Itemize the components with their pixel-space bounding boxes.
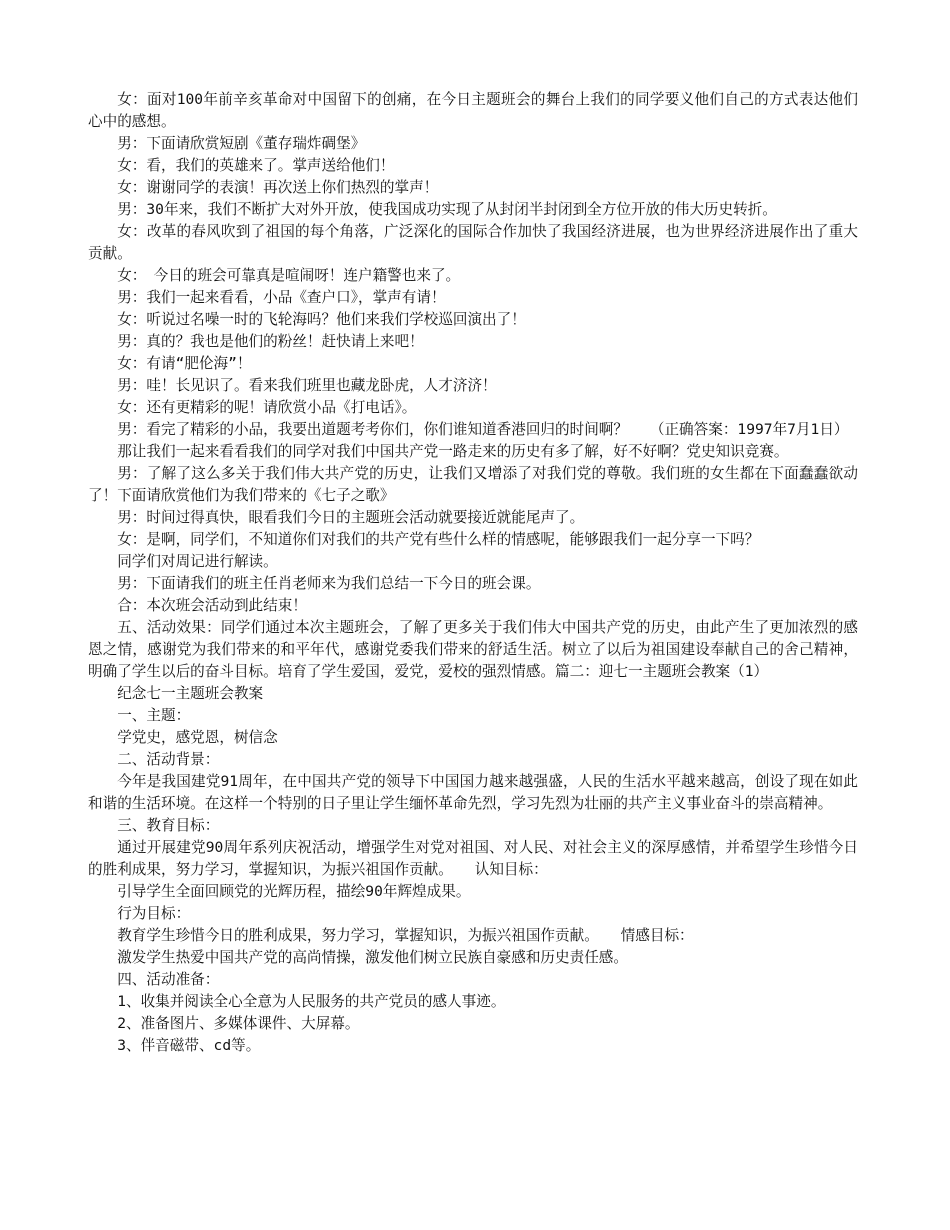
paragraph: 男：哇！长见识了。看来我们班里也藏龙卧虎，人才济济！ — [117, 377, 497, 394]
paragraph: 女：谢谢同学的表演！再次送上你们热烈的掌声！ — [117, 179, 439, 196]
paragraph: 男：时间过得真快，眼看我们今日的主题班会活动就要接近就能尾声了。 — [117, 509, 585, 526]
paragraph: 教育学生珍惜今日的胜利成果，努力学习，掌握知识，为振兴祖国作贡献。 情感目标： — [117, 927, 694, 944]
section-heading: 三、教育目标： — [117, 817, 220, 834]
section-title: 纪念七一主题班会教案 — [117, 685, 264, 702]
paragraph: 激发学生热爱中国共产党的高尚情操，激发他们树立民族自豪感和历史责任感。 — [117, 949, 628, 966]
paragraph: 合：本次班会活动到此结束！ — [117, 597, 307, 614]
list-item: 3、伴音磁带、cd等。 — [117, 1037, 261, 1054]
paragraph: 通过开展建党90周年系列庆祝活动，增强学生对党对祖国、对人民、对社会主义的深厚感情，并希望学生珍惜今日的胜利成果，努力学习，掌握知识，为振兴祖国作贡献。 认知目标： — [88, 839, 858, 878]
paragraph: 女：是啊，同学们，不知道你们对我们的共产党有些什么样的情感呢，能够跟我们一起分享一下吗？ — [117, 531, 760, 548]
paragraph: 男：看完了精彩的小品，我要出道题考考你们，你们谁知道香港回归的时间啊？ （正确答案：1997年7月1日） — [117, 421, 849, 438]
paragraph: 女： 今日的班会可靠真是喧闹呀！连户籍警也来了。 — [117, 267, 461, 284]
section-heading: 二、活动背景： — [117, 751, 220, 768]
paragraph: 女：改革的春风吹到了祖国的每个角落，广泛深化的国际合作加快了我国经济进展，也为世界经济进展作出了重大贡献。 — [88, 223, 858, 262]
paragraph: 男：下面请欣赏短剧《董存瑞炸碉堡》 — [117, 135, 366, 152]
paragraph: 男：我们一起来看看，小品《查户口》，掌声有请！ — [117, 289, 446, 306]
paragraph: 那让我们一起来看看我们的同学对我们中国共产党一路走来的历史有多了解，好不好啊？党史知识竞赛。 — [117, 443, 789, 460]
section-heading: 一、主题： — [117, 707, 191, 724]
paragraph: 五、活动效果：同学们通过本次主题班会，了解了更多关于我们伟大中国共产党的历史，由此产生了更加浓烈的感恩之情，感谢党为我们带来的和平年代，感谢党委我们带来的舒适生活。树立了以后为祖国建设奉献自己的舍己精神，明确了学生以后的奋斗目标。培育了学生爱国，爱党，爱校的强烈情感。篇二：迎七一主题班会教案（1） — [88, 619, 858, 680]
paragraph: 男：30年来，我们不断扩大对外开放，使我国成功实现了从封闭半封闭到全方位开放的伟大历史转折。 — [117, 201, 777, 218]
paragraph: 学党史，感党恩，树信念 — [117, 729, 278, 746]
paragraph: 男：真的？我也是他们的粉丝！赶快请上来吧！ — [117, 333, 424, 350]
paragraph: 女：面对100年前辛亥革命对中国留下的创痛，在今日主题班会的舞台上我们的同学要义他们自己的方式表达他们心中的感想。 — [88, 91, 858, 130]
paragraph: 女：看，我们的英雄来了。掌声送给他们！ — [117, 157, 395, 174]
paragraph: 同学们对周记进行解读。 — [117, 553, 278, 570]
paragraph: 引导学生全面回顾党的光辉历程，描绘90年辉煌成果。 — [117, 883, 471, 900]
section-heading: 四、活动准备： — [117, 971, 220, 988]
paragraph: 男：了解了这么多关于我们伟大共产党的历史，让我们又增添了对我们党的尊敬。我们班的女生都在下面蠢蠢欲动了！下面请欣赏他们为我们带来的《七子之歌》 — [88, 465, 858, 504]
paragraph: 女：还有更精彩的呢！请欣赏小品《打电话》。 — [117, 399, 417, 416]
paragraph: 女：有请“肥伦海”！ — [117, 355, 252, 372]
paragraph: 男：下面请我们的班主任肖老师来为我们总结一下今日的班会课。 — [117, 575, 541, 592]
paragraph: 行为目标： — [117, 905, 191, 922]
list-item: 2、准备图片、多媒体课件、大屏幕。 — [117, 1015, 360, 1032]
document-body — [88, 89, 858, 1057]
paragraph: 女：听说过名噪一时的飞轮海吗？他们来我们学校巡回演出了！ — [117, 311, 526, 328]
list-item: 1、收集并阅读全心全意为人民服务的共产党员的感人事迹。 — [117, 993, 506, 1010]
paragraph: 今年是我国建党91周年，在中国共产党的领导下中国国力越来越强盛，人民的生活水平越来越高，创设了现在如此和谐的生活环境。在这样一个特别的日子里让学生缅怀革命先烈，学习先烈为壮丽的共产主义事业奋斗的崇高精神。 — [88, 773, 858, 812]
